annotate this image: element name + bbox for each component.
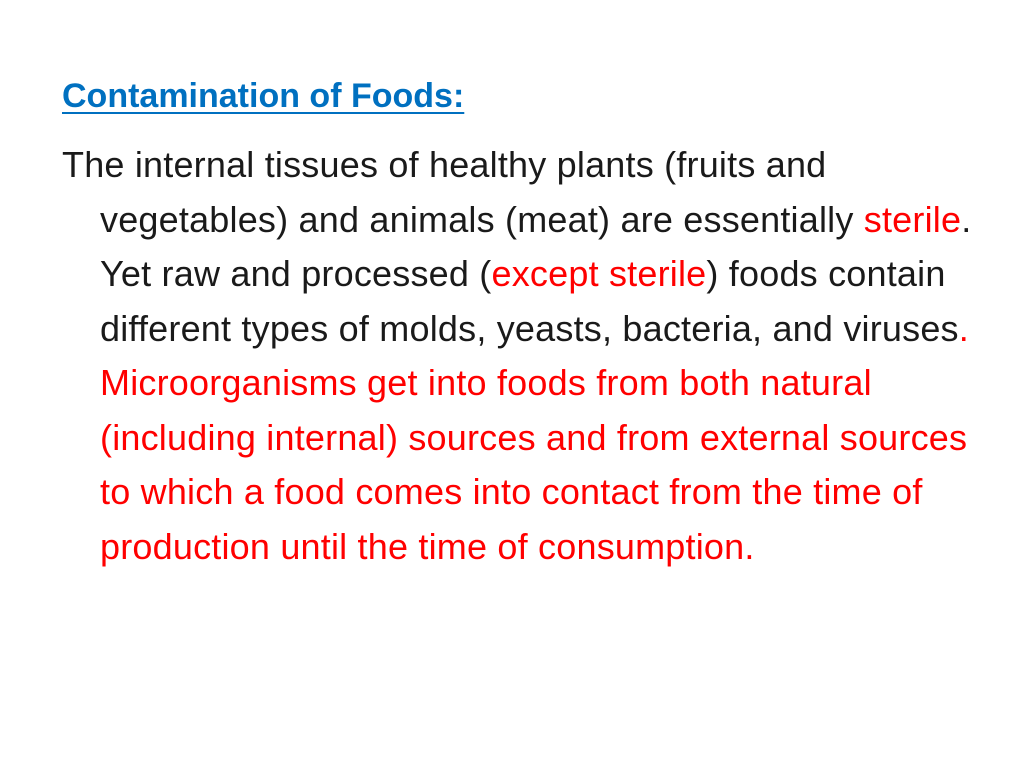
highlight-except-sterile: except sterile [491,253,707,294]
body-text-segment: . Yet raw and processed ( [100,198,972,294]
body-text-segment: ) foods contain different types of molds, yeasts, bacteria, and viruses [100,253,959,349]
body-text-segment: The internal tissues of healthy plants (fruits and vegetables) and animals (meat) are essentially [62,144,864,240]
slide-heading: Contamination of Foods: [62,77,465,115]
highlight-sterile: sterile [863,198,962,240]
body-paragraph [62,138,1000,574]
highlight-microorganisms-sentence: . Microorganisms get into foods from both natural (including internal) sources and from external sources to which a food comes into contact from the time of production until the time of consumption. [100,307,969,567]
